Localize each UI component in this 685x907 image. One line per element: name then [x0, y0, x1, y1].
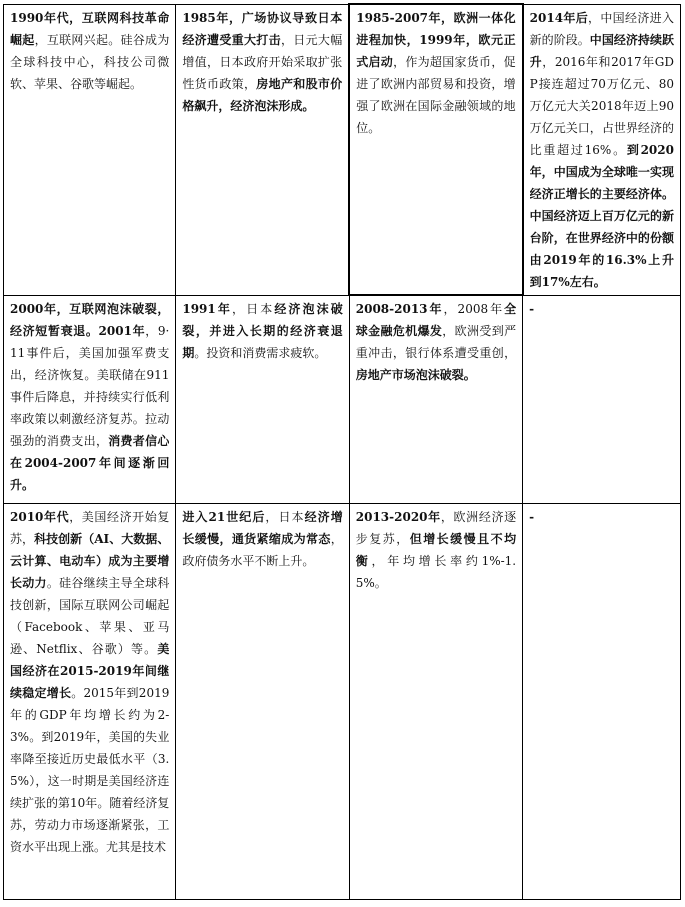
bold-text-run: 房地产和股市价格飙升，经济泡沫形成。 — [182, 76, 343, 113]
text-run: 。投资和消费需求疲软。 — [194, 345, 327, 360]
economic-history-table — [3, 3, 681, 900]
text-run: ，日本 — [265, 510, 305, 524]
text-run: ，欧洲经济逐步复苏， — [355, 510, 517, 546]
cell-text — [182, 506, 342, 899]
text-run: 。硅谷继续主导全球科技创新，国际互联网公司崛起（Facebook、苹果、亚马逊、Netflix、谷歌）等。 — [10, 576, 170, 656]
bold-text-run: 2000年，互联网泡沫破裂，经济短暂衰退。2001年 — [10, 301, 170, 338]
bold-text-run: 经济增长缓慢，通货紧缩成为常态 — [182, 510, 343, 546]
cell-europe-1985-2007 — [349, 4, 522, 295]
bold-text-run: 房地产市场泡沫破裂。 — [355, 368, 476, 382]
cell-us-2000 — [4, 295, 176, 504]
bold-text-run: 2010年代 — [10, 510, 70, 524]
bold-text-run: 全球金融危机爆发 — [355, 302, 517, 338]
bold-text-run: 科技创新（AI、大数据、云计算、电动车）成为主要增长动力 — [10, 532, 170, 590]
bold-text-run: 消费者信心在2004-2007年间逐渐回升。 — [10, 433, 170, 492]
cell-text — [10, 506, 169, 899]
cell-text — [356, 506, 516, 899]
cell-text — [182, 298, 342, 504]
text-run: ，美国经济开始复苏， — [10, 510, 170, 546]
bold-text-run: 1985-2007年，欧洲一体化进程加快，1999年，欧元正式启动 — [356, 11, 516, 69]
bold-text-run: 1991年 — [182, 301, 232, 316]
table-row — [4, 4, 681, 295]
text-run: ，2016年和2017年GDP接连超过70万亿元、80万亿元大关2018年迈上90万亿元关口，占世界经济的比重超过16%。 — [529, 54, 674, 157]
table-row — [4, 504, 681, 900]
bold-text-run: 到2020年，中国成为全球唯一实现经济正增长的主要经济体。中国经济迈上百万亿元的新台阶，在世界经济中的份额由2019年的16.3%上升到17%左右。 — [529, 142, 674, 289]
cell-china-2014 — [523, 4, 681, 295]
bold-text-run: 但增长缓慢且不均衡 — [355, 532, 517, 568]
table-row — [4, 295, 681, 504]
text-run: ，中国经济进入新的阶段。 — [529, 10, 674, 47]
bold-text-run: 1990年代，互联网科技革命崛起 — [10, 10, 170, 47]
cell-europe-2013-2020 — [349, 504, 522, 900]
bold-text-run: 1985年，广场协议导致日本经济遭受重大打击 — [182, 10, 343, 47]
cell-text — [356, 7, 515, 294]
text-run: ，作为超国家货币，促进了欧洲内部贸易和投资，增强了欧洲在国际金融领域的地位。 — [356, 55, 516, 135]
text-run: ，互联网兴起。硅谷成为全球科技中心，科技公司微软、苹果、谷歌等崛起。 — [10, 32, 170, 91]
cell-japan-1991 — [176, 295, 349, 504]
text-run: 。2015年到2019年的GDP年均增长约为2-3%。到2019年，美国的失业率降至接近历史最低水平（3.5%），这一时期是美国经济连续扩张的第10年。随着经济复苏，劳动力市场逐渐紧张，工资水平出现上涨。尤其是技术 — [10, 686, 170, 854]
bold-text-run: 2008-2013年 — [355, 302, 444, 316]
cell-text — [356, 298, 516, 503]
cell-japan-1985 — [176, 4, 349, 295]
text-run: ，欧洲受到严重冲击，银行体系遭受重创， — [355, 324, 517, 360]
bold-text-run: 2013-2020年 — [355, 510, 441, 524]
bold-text-run: 进入21世纪后 — [182, 510, 266, 524]
text-run: ，政府债务水平不断上升。 — [182, 532, 343, 568]
text-run: ，2008年 — [443, 302, 505, 316]
cell-empty-dash: - — [523, 504, 681, 900]
cell-europe-2008-2013 — [349, 295, 522, 504]
bold-text-run: 2014年后 — [529, 10, 589, 25]
bold-text-run: 中国经济持续跃升 — [529, 32, 674, 69]
cell-us-2010s — [4, 504, 176, 900]
cell-text — [182, 7, 342, 295]
text-run: ，年均增长率约1%-1.5%。 — [355, 554, 517, 590]
cell-japan-21st-century — [176, 504, 349, 900]
cell-us-1990s — [4, 4, 176, 295]
cell-empty-dash: - — [523, 295, 681, 504]
cell-text — [10, 298, 169, 504]
text-run: ，9·11事件后，美国加强军费支出，经济恢复。美联储在911事件后降息，并持续实行低利率政策以刺激经济复苏。拉动强劲的消费支出， — [10, 323, 170, 448]
text-run: ，日本 — [231, 301, 275, 316]
text-run: ，日元大幅增值，日本政府开始采取扩张性货币政策， — [182, 32, 343, 91]
bold-text-run: 经济泡沫破裂，并进入长期的经济衰退期 — [182, 301, 343, 360]
cell-text — [10, 7, 169, 295]
cell-text — [530, 7, 674, 295]
bold-text-run: 美国经济在2015-2019年间继续稳定增长 — [10, 642, 170, 700]
